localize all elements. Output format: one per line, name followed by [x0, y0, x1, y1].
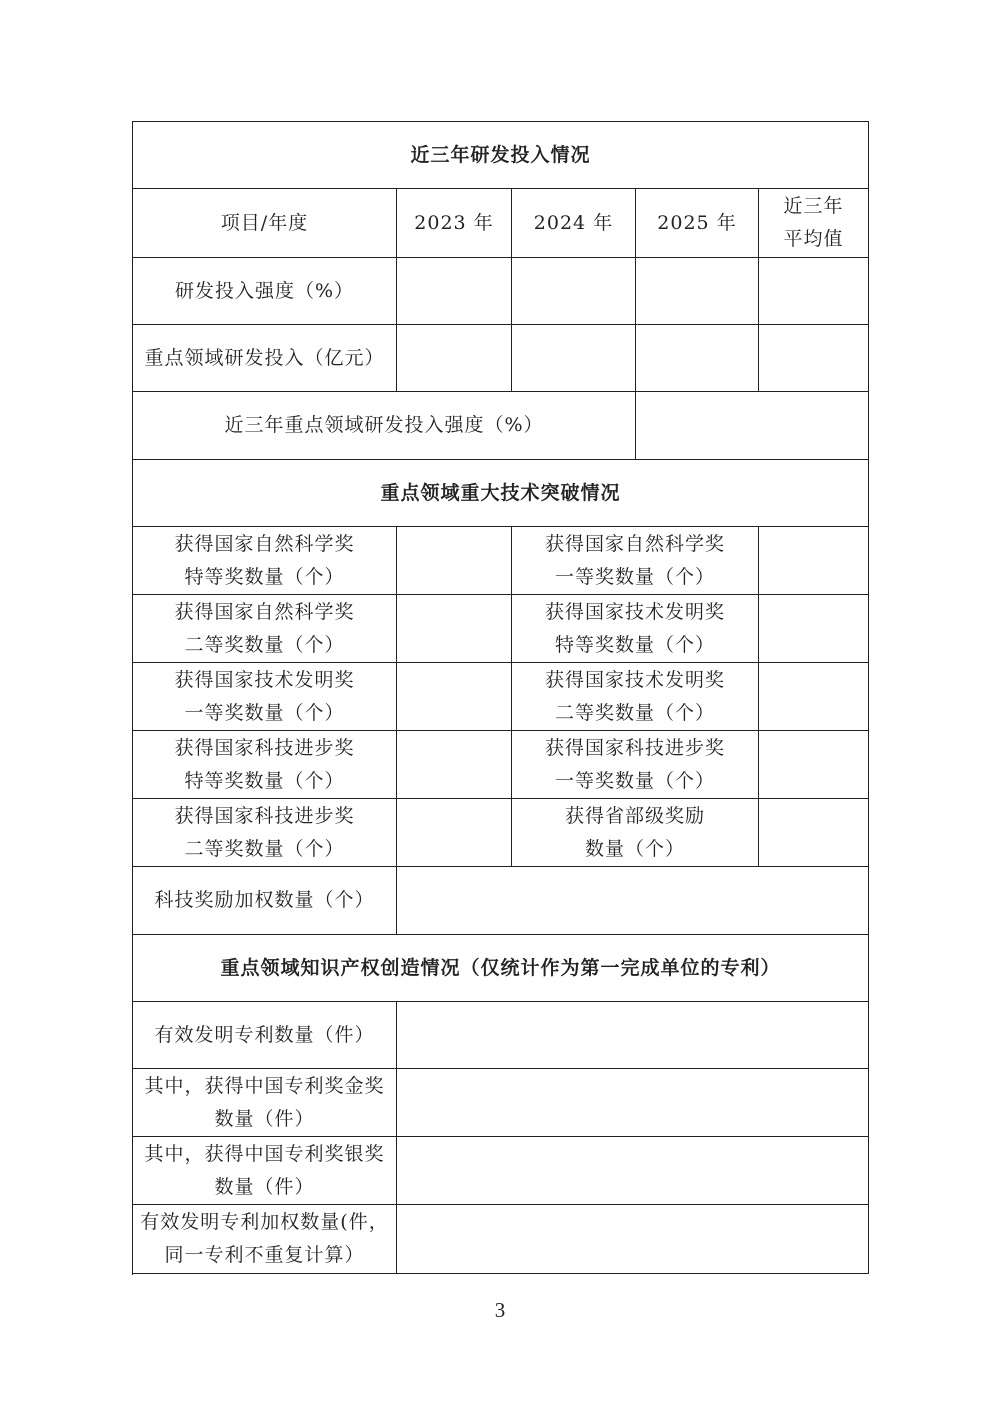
award-label — [512, 731, 759, 799]
header-label: 2025 年 — [657, 211, 737, 234]
row-weighted-awards-label — [133, 867, 397, 935]
award-label — [133, 595, 397, 663]
award-label — [133, 731, 397, 799]
award-label — [133, 663, 397, 731]
silver-award-field[interactable] — [397, 1137, 869, 1205]
row-key-area-rd-label — [133, 325, 397, 392]
row-gold-award-label — [133, 1069, 397, 1137]
award-count-field[interactable] — [759, 731, 869, 799]
row-valid-patents-label — [133, 1002, 397, 1069]
award-count-field[interactable] — [397, 799, 512, 867]
key-area-intensity-field[interactable] — [636, 392, 869, 460]
page-number: 3 — [494, 1298, 506, 1322]
row-rd-intensity-label — [133, 258, 397, 325]
award-count-field[interactable] — [397, 663, 512, 731]
row-label: 有效发明专利数量（件） — [154, 1023, 375, 1046]
row-label: 有效发明专利加权数量(件， 同一专利不重复计算） — [140, 1211, 389, 1266]
award-label-text: 获得国家科技进步奖 一等奖数量（个） — [544, 736, 725, 792]
award-count-field[interactable] — [759, 527, 869, 595]
application-form-table — [132, 121, 869, 1275]
row-label: 重点领域研发投入（亿元） — [144, 346, 385, 369]
header-label: 2024 年 — [533, 211, 614, 234]
header-2025 — [636, 189, 759, 258]
rd-intensity-2025-field[interactable] — [636, 258, 759, 325]
row-silver-award-label — [133, 1137, 397, 1205]
award-label — [133, 527, 397, 595]
key-area-rd-average-field[interactable] — [759, 325, 869, 392]
award-count-field[interactable] — [759, 663, 869, 731]
award-label — [512, 595, 759, 663]
award-label-text: 获得国家技术发明奖 特等奖数量（个） — [544, 600, 725, 656]
award-count-field[interactable] — [397, 527, 512, 595]
award-label — [512, 663, 759, 731]
award-label-text: 获得国家科技进步奖 特等奖数量（个） — [174, 736, 355, 792]
header-label: 2023 年 — [414, 211, 494, 234]
header-2023 — [397, 189, 512, 258]
award-count-field[interactable] — [759, 799, 869, 867]
award-label-text: 获得省部级奖励 数量（个） — [564, 804, 705, 860]
rd-intensity-average-field[interactable] — [759, 258, 869, 325]
section-title-ip — [133, 935, 869, 1002]
weighted-awards-field[interactable] — [397, 867, 869, 935]
key-area-rd-2024-field[interactable] — [512, 325, 636, 392]
header-label: 近三年 平均值 — [783, 195, 844, 250]
award-label-text: 获得国家科技进步奖 二等奖数量（个） — [174, 804, 355, 860]
row-label: 近三年重点领域研发投入强度（%） — [224, 414, 544, 436]
award-label-text: 获得国家自然科学奖 特等奖数量（个） — [174, 532, 355, 588]
key-area-rd-2023-field[interactable] — [397, 325, 512, 392]
section-title-text: 近三年研发投入情况 — [410, 143, 591, 166]
header-2024 — [512, 189, 636, 258]
rd-intensity-2024-field[interactable] — [512, 258, 636, 325]
award-label-text: 获得国家自然科学奖 一等奖数量（个） — [544, 532, 725, 588]
section-title-breakthroughs — [133, 460, 869, 527]
section-title-text: 重点领域知识产权创造情况（仅统计作为第一完成单位的专利） — [220, 956, 781, 979]
row-weighted-patents-label — [133, 1205, 397, 1274]
section-title-text: 重点领域重大技术突破情况 — [380, 481, 621, 504]
row-label: 其中，获得中国专利奖银奖 数量（件） — [144, 1142, 385, 1198]
rd-intensity-2023-field[interactable] — [397, 258, 512, 325]
header-three-year-average — [759, 189, 869, 258]
row-label: 科技奖励加权数量（个） — [154, 889, 375, 911]
header-label: 项目/年度 — [220, 211, 309, 234]
award-label — [512, 799, 759, 867]
award-label-text: 获得国家技术发明奖 一等奖数量（个） — [174, 668, 355, 724]
row-label: 其中，获得中国专利奖金奖 数量（件） — [144, 1074, 385, 1130]
gold-award-field[interactable] — [397, 1069, 869, 1137]
award-count-field[interactable] — [759, 595, 869, 663]
section-title-rd-investment — [133, 122, 869, 189]
award-label — [512, 527, 759, 595]
valid-patents-field[interactable] — [397, 1002, 869, 1069]
key-area-rd-2025-field[interactable] — [636, 325, 759, 392]
row-key-area-intensity-label — [133, 392, 636, 460]
award-label-text: 获得国家自然科学奖 二等奖数量（个） — [174, 600, 355, 656]
award-count-field[interactable] — [397, 731, 512, 799]
weighted-patents-field[interactable] — [397, 1205, 869, 1274]
award-label-text: 获得国家技术发明奖 二等奖数量（个） — [544, 668, 725, 724]
row-label: 研发投入强度（%） — [174, 279, 355, 302]
award-label — [133, 799, 397, 867]
header-item-year — [133, 189, 397, 258]
award-count-field[interactable] — [397, 595, 512, 663]
